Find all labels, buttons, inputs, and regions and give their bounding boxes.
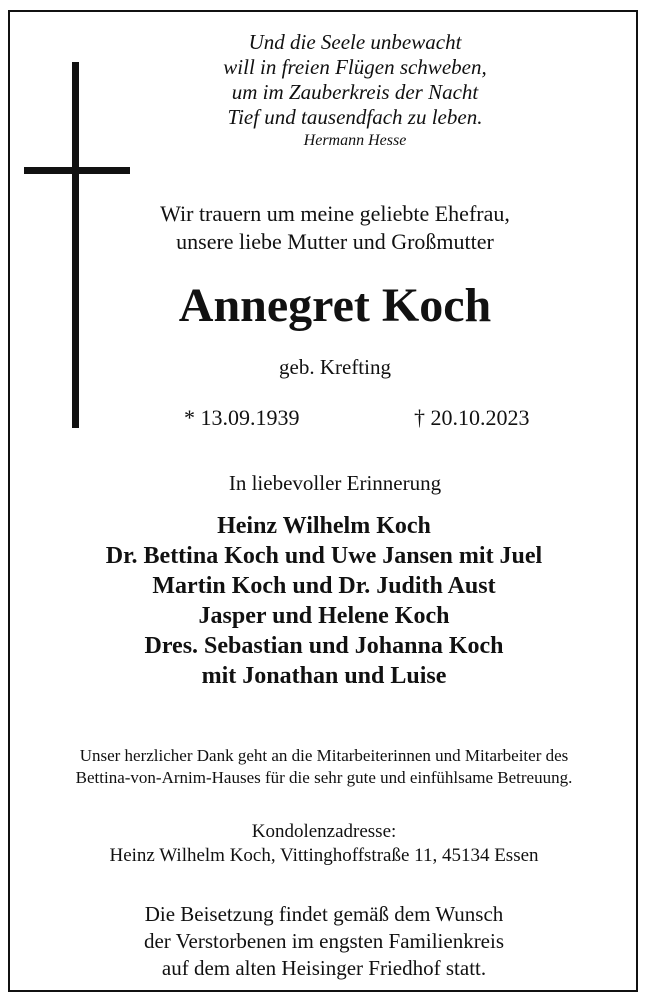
thanks-line: Unser herzlicher Dank geht an die Mitarbeiterinnen und Mitarbeiter des: [79, 746, 569, 765]
deceased-name: Annegret Koch: [178, 279, 492, 332]
condolence-address-line: Heinz Wilhelm Koch, Vittinghoffstraße 11, 45134 Essen: [109, 845, 539, 866]
family-list: [20, 511, 628, 691]
funeral-line: der Verstorbenen im engsten Familienkreis: [143, 929, 505, 953]
memory-line: In liebevoller Erinnerung: [228, 471, 442, 495]
condolence-address: [20, 820, 628, 868]
death-date: † 20.10.2023: [414, 405, 530, 430]
poem-author: Hermann Hesse: [303, 132, 407, 149]
maiden-name: geb. Krefting: [279, 355, 391, 379]
family-member: Dres. Sebastian und Johanna Koch: [144, 633, 504, 659]
family-member: Jasper und Helene Koch: [198, 603, 450, 629]
family-member: Dr. Bettina Koch und Uwe Jansen mit Juel: [105, 543, 543, 569]
family-member: mit Jonathan und Luise: [201, 663, 447, 689]
intro-line: Wir trauern um meine geliebte Ehefrau,: [160, 201, 510, 226]
funeral-line: auf dem alten Heisinger Friedhof statt.: [161, 956, 487, 980]
poem-line: will in freien Flügen schweben,: [223, 55, 487, 79]
family-member: Martin Koch und Dr. Judith Aust: [152, 573, 496, 599]
funeral-note: [20, 901, 628, 982]
birth-date: * 13.09.1939: [184, 405, 300, 430]
funeral-line: Die Beisetzung findet gemäß dem Wunsch: [144, 902, 504, 926]
poem-line: um im Zauberkreis der Nacht: [231, 80, 479, 104]
poem-line: Tief und tausendfach zu leben.: [227, 105, 483, 129]
poem: [190, 30, 520, 152]
mourning-intro: [120, 200, 550, 256]
poem-line: Und die Seele unbewacht: [248, 30, 462, 54]
cross-vertical-bar: [72, 62, 79, 428]
thanks-line: Bettina-von-Arnim-Hauses für die sehr gute und einfühlsame Betreuung.: [75, 768, 573, 787]
cross-horizontal-bar: [24, 167, 130, 174]
thanks-note: [12, 745, 636, 789]
intro-line: unsere liebe Mutter und Großmutter: [176, 229, 494, 254]
condolence-label: Kondolenzadresse:: [251, 821, 397, 842]
family-member: Heinz Wilhelm Koch: [217, 513, 431, 539]
